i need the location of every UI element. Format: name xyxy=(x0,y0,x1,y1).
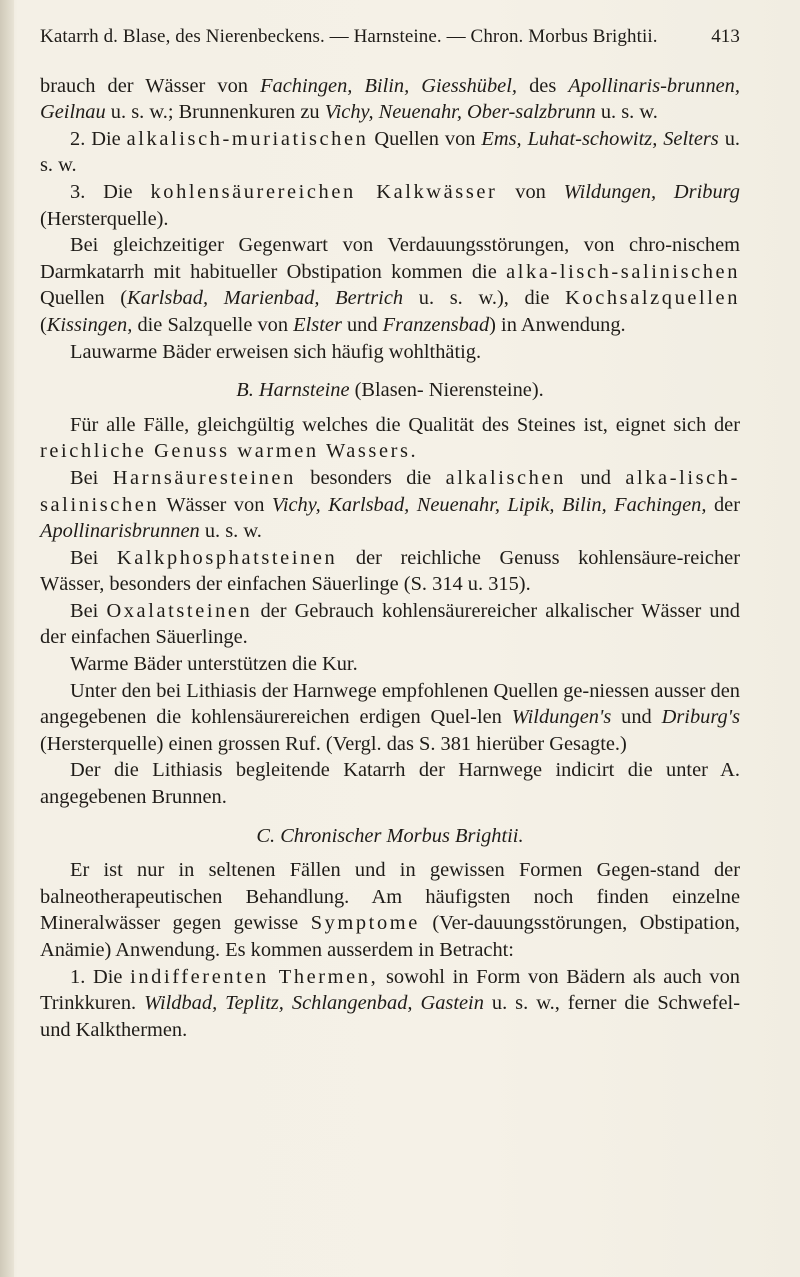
paragraph-a3: 3. Die kohlensäurereichen Kalkwässer von Wildungen, Driburg (Hersterquelle). xyxy=(40,180,741,230)
section-heading-b: B. Harnsteine (Blasen- Nierensteine). xyxy=(236,379,544,402)
page-text xyxy=(40,24,740,1043)
paragraph-b4: Bei Oxalatsteinen der Gebrauch kohlensäurereicher alkalischer Wässer und der einfachen Säuerlinge. xyxy=(40,599,740,649)
paragraph-a1: brauch der Wässer von Fachingen, Bilin, Giesshübel, des Apollinaris-brunnen, Geilnau u. s. w.; Brunnenkuren zu Vichy, Neuenahr, Ober-salzbrunn u. s. w. xyxy=(40,74,740,124)
page-number: 413 xyxy=(711,26,740,47)
paragraph-b3: Bei Kalkphosphatsteinen der reichliche Genuss kohlensäure-reicher Wässer, besonders der einfachen Säuerlinge (S. 314 u. 315). xyxy=(40,546,740,596)
section-heading-c: C. Chronischer Morbus Brightii. xyxy=(256,824,524,847)
paragraph-b1: Für alle Fälle, gleichgültig welches die Qualität des Steines ist, eignet sich der reichliche Genuss warmen Wassers. xyxy=(40,413,740,463)
paragraph-b5: Warme Bäder unterstützen die Kur. xyxy=(70,653,358,676)
paragraph-b6: Unter den bei Lithiasis der Harnwege empfohlenen Quellen ge-niessen ausser den angegebenen die kohlensäurereichen erdigen Quel-len Wildungen's und Driburg's (Hersterquelle) einen grossen Ruf. (Vergl. das S. 381 hierüber Gesagte.) xyxy=(40,679,741,755)
paragraph-c1: Er ist nur in seltenen Fällen und in gewissen Formen Gegen-stand der balneotherapeutischen Behandlung. Am häufigsten noch finden einzelne Mineralwässer gegen gewisse Symptome (Ver-dauungsstörungen, Obstipation, Anämie) Anwendung. Es kommen ausserdem in Betracht: xyxy=(40,859,740,961)
paragraph-a4: Bei gleichzeitiger Gegenwart von Verdauungsstörungen, von chro-nischem Darmkatarrh mit habitueller Obstipation kommen die alka-lisch-salinischen Quellen (Karlsbad, Marienbad, Bertrich u. s. w.), die Kochsalzquellen (Kissingen, die Salzquelle von Elster und Franzensbad) in Anwendung. xyxy=(40,234,740,336)
paragraph-a5: Lauwarme Bäder erweisen sich häufig wohlthätig. xyxy=(70,340,482,363)
paragraph-a2: 2. Die alkalisch-muriatischen Quellen von Ems, Luhat-schowitz, Selters u. s. w. xyxy=(40,127,740,177)
paragraph-b7: Der die Lithiasis begleitende Katarrh der Harnwege indicirt die unter A. angegebenen Brunnen. xyxy=(40,759,740,809)
running-title: Katarrh d. Blase, des Nierenbeckens. — Harnsteine. — Chron. Morbus Brightii. xyxy=(40,26,658,47)
paragraph-b2: Bei Harnsäuresteinen besonders die alkalischen und alka-lisch-salinischen Wässer von Vichy, Karlsbad, Neuenahr, Lipik, Bilin, Fachingen, der Apollinarisbrunnen u. s. w. xyxy=(40,466,740,543)
running-header xyxy=(40,24,740,51)
page-binding-edge xyxy=(0,0,14,1277)
paragraph-c2: 1. Die indifferenten Thermen, sowohl in Form von Bädern als auch von Trinkkuren. Wildbad, Teplitz, Schlangenbad, Gastein u. s. w., ferner die Schwefel- und Kalkthermen. xyxy=(40,965,740,1041)
